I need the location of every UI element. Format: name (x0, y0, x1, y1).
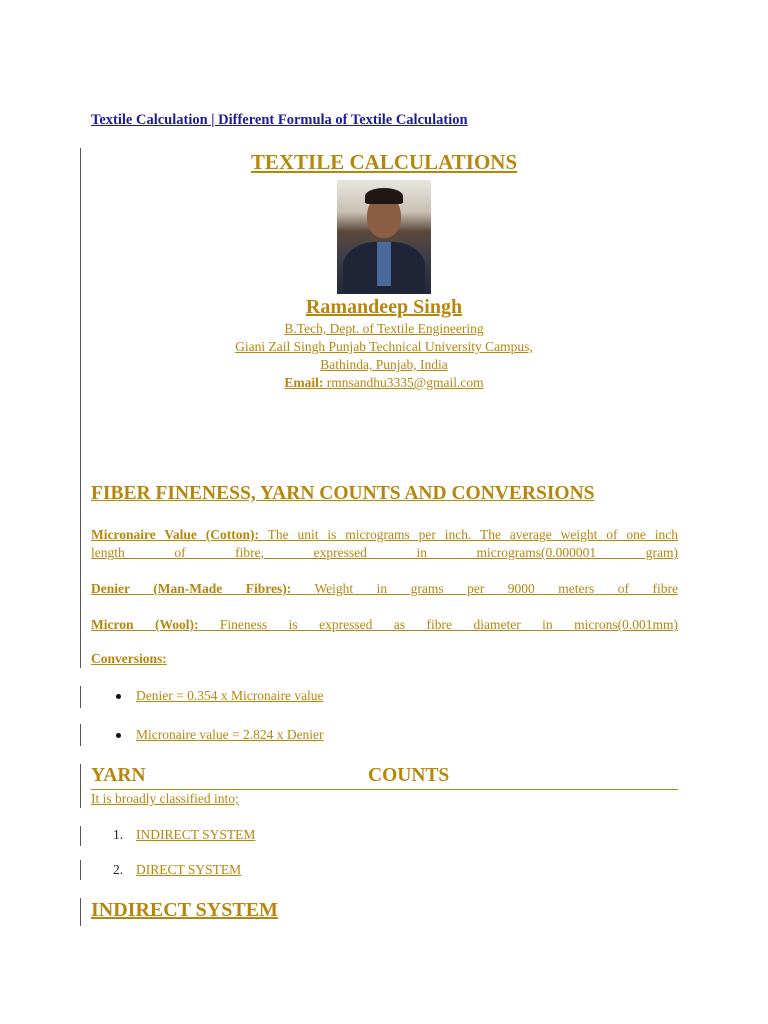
bullet-icon (116, 694, 121, 699)
micronaire-paragraph (91, 526, 678, 562)
author-degree: B.Tech, Dept. of Textile Engineering (284, 321, 484, 336)
section-title-fiber-fineness: FIBER FINENESS, YARN COUNTS AND CONVERSIONS (91, 483, 595, 504)
margin-bar (80, 724, 81, 746)
yarn-counts-heading (91, 765, 678, 790)
section-title-indirect-system: INDIRECT SYSTEM (91, 899, 278, 921)
margin-bar (80, 860, 81, 880)
micronaire-text-1: The unit is micrograms per inch. The average weight of one inch (267, 527, 678, 542)
margin-bar (80, 148, 81, 668)
micron-paragraph (91, 616, 678, 634)
email-label: Email: (284, 375, 324, 390)
margin-bar (80, 686, 81, 708)
margin-bar (80, 826, 81, 846)
denier-label: Denier (Man-Made Fibres): (91, 581, 292, 596)
author-location: Bathinda, Punjab, India (320, 357, 448, 372)
micron-text: Fineness is expressed as fibre diameter in microns(0.001mm) (219, 617, 678, 632)
author-name: Ramandeep Singh (305, 296, 463, 318)
page-title: TEXTILE CALCULATIONS (250, 150, 518, 174)
micronaire-label: Micronaire Value (Cotton): (91, 527, 259, 542)
list-item-direct-system: DIRECT SYSTEM (136, 862, 242, 877)
yarn-counts-title-right: COUNTS (368, 765, 450, 786)
bullet-icon (116, 733, 121, 738)
denier-text: Weight in grams per 9000 meters of fibre (314, 581, 678, 596)
conversion-item: Denier = 0.354 x Micronaire value (136, 688, 324, 703)
margin-bar (80, 764, 81, 808)
conversion-item: Micronaire value = 2.824 x Denier (136, 727, 324, 742)
author-university: Giani Zail Singh Punjab Technical University Campus, (235, 339, 533, 354)
denier-paragraph (91, 580, 678, 598)
micronaire-text-2: length of fibre, expressed in micrograms(0.000001 gram) (91, 545, 678, 560)
top-link[interactable]: Textile Calculation | Different Formula of Textile Calculation (91, 112, 468, 128)
author-email-line (90, 375, 678, 391)
conversions-label: Conversions: (91, 651, 167, 666)
list-number: 1. (113, 827, 124, 842)
email-link[interactable]: rmnsandhu3335@gmail.com (326, 375, 484, 390)
author-photo (337, 180, 431, 294)
list-number: 2. (113, 862, 124, 877)
micron-label: Micron (Wool): (91, 617, 199, 632)
margin-bar (80, 898, 81, 926)
yarn-counts-intro: It is broadly classified into; (91, 791, 239, 806)
yarn-counts-title-left: YARN (91, 765, 146, 786)
list-item-indirect-system: INDIRECT SYSTEM (136, 827, 256, 842)
